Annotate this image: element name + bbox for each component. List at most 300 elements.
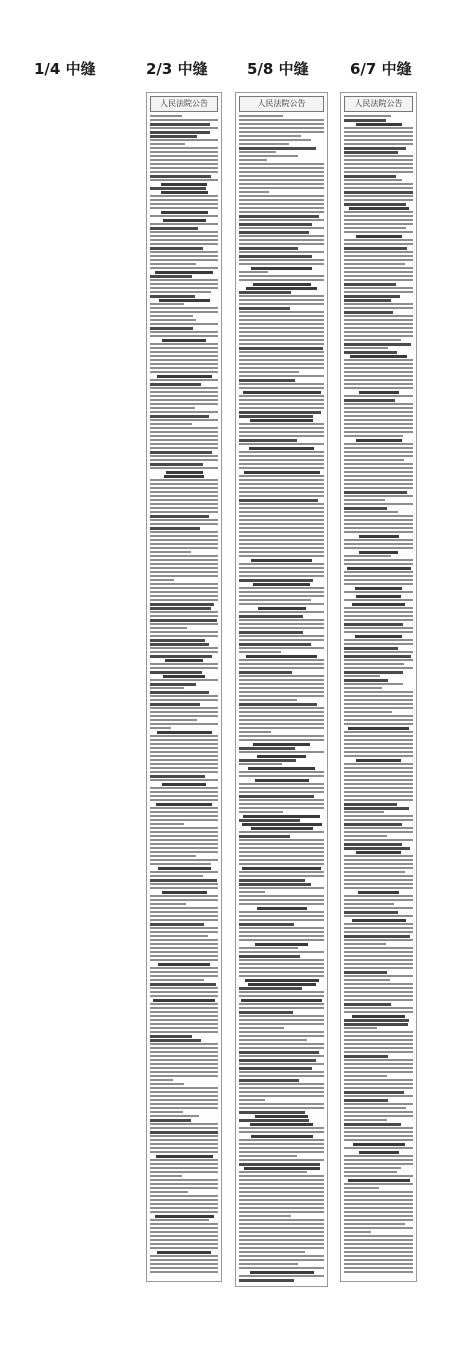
text-line — [344, 883, 413, 885]
text-line — [239, 1027, 284, 1029]
text-line — [239, 535, 324, 537]
text-line — [243, 815, 320, 818]
text-line — [344, 1103, 413, 1105]
text-line — [150, 543, 218, 545]
text-line — [239, 887, 324, 889]
text-line — [344, 563, 413, 565]
text-line — [150, 707, 218, 709]
text-line — [150, 1171, 218, 1173]
text-line — [239, 503, 324, 505]
text-line — [344, 835, 387, 837]
text-line — [344, 471, 413, 473]
text-line — [239, 1107, 324, 1109]
text-line — [352, 919, 406, 922]
text-line — [150, 515, 209, 518]
text-line — [150, 687, 184, 689]
text-line — [150, 991, 218, 993]
text-line — [344, 815, 413, 817]
text-line — [150, 431, 218, 433]
text-line — [150, 203, 218, 205]
text-line — [239, 347, 323, 350]
text-line — [239, 499, 318, 502]
text-line — [344, 1215, 413, 1217]
text-line — [239, 171, 324, 173]
text-line — [239, 279, 324, 281]
text-line — [344, 1199, 413, 1201]
text-line — [150, 195, 218, 197]
text-line — [150, 275, 192, 278]
text-line — [244, 471, 320, 474]
text-line — [344, 947, 413, 949]
text-line — [344, 979, 390, 981]
text-line — [150, 655, 212, 658]
text-line — [239, 611, 324, 613]
text-line — [344, 343, 411, 346]
text-line — [239, 1187, 324, 1189]
text-line — [352, 603, 405, 606]
text-line — [150, 451, 212, 454]
text-line — [344, 1003, 391, 1006]
text-line — [150, 1243, 218, 1245]
text-line — [344, 1167, 401, 1169]
text-line — [239, 551, 324, 553]
text-line — [344, 379, 413, 381]
text-line — [344, 1035, 413, 1037]
text-line — [344, 531, 413, 533]
text-line — [150, 295, 195, 298]
text-line — [239, 1203, 324, 1205]
text-line — [150, 1031, 218, 1033]
text-line — [344, 211, 413, 213]
text-line — [150, 651, 218, 653]
text-line — [150, 791, 218, 793]
text-line — [150, 631, 218, 633]
text-line — [344, 823, 402, 826]
text-line — [150, 131, 210, 134]
text-line — [239, 675, 324, 677]
text-line — [344, 159, 413, 161]
text-line — [150, 739, 218, 741]
text-line — [344, 847, 410, 850]
text-line — [150, 959, 218, 961]
text-line — [344, 807, 409, 810]
column-label-1-4: 1/4 中缝 — [34, 60, 96, 78]
text-line — [344, 559, 413, 561]
text-line — [239, 327, 324, 329]
text-line — [344, 435, 403, 437]
text-line — [150, 995, 218, 997]
text-line — [150, 975, 218, 977]
text-line — [258, 607, 306, 610]
text-line — [150, 1223, 218, 1225]
text-line — [359, 391, 399, 394]
text-line — [239, 1231, 324, 1233]
text-line — [344, 1031, 413, 1033]
text-line — [245, 979, 319, 982]
text-line — [239, 1007, 324, 1009]
text-line — [239, 1011, 293, 1014]
text-line — [150, 143, 185, 145]
text-line — [150, 1023, 218, 1025]
text-line — [257, 907, 307, 910]
text-line — [239, 443, 324, 445]
text-line — [239, 631, 303, 634]
text-line — [239, 311, 324, 313]
text-line — [150, 775, 205, 778]
text-line — [344, 299, 391, 302]
text-line — [239, 203, 324, 205]
text-line — [150, 1119, 191, 1122]
text-line — [239, 139, 311, 141]
text-line — [150, 563, 218, 565]
text-line — [155, 271, 213, 274]
text-line — [239, 431, 324, 433]
text-line — [150, 727, 171, 729]
text-line — [255, 1115, 308, 1118]
text-line — [344, 143, 413, 145]
text-line — [239, 539, 324, 541]
text-line — [239, 383, 324, 385]
text-line — [239, 1143, 324, 1145]
text-line — [239, 795, 314, 798]
text-line — [344, 463, 413, 465]
text-line — [150, 579, 174, 581]
text-line — [239, 683, 324, 685]
text-line — [344, 791, 413, 793]
text-line — [150, 723, 218, 725]
text-line — [239, 919, 324, 921]
text-line — [239, 783, 324, 785]
text-line — [150, 939, 218, 941]
text-line — [150, 123, 210, 126]
text-line — [150, 1003, 218, 1005]
text-line — [239, 1055, 324, 1057]
text-line — [239, 523, 324, 525]
text-line — [150, 371, 218, 373]
text-line — [150, 1163, 218, 1165]
text-line — [239, 1251, 305, 1253]
text-line — [239, 1059, 316, 1062]
text-line — [150, 623, 218, 625]
text-line — [239, 995, 324, 997]
text-line — [239, 1071, 324, 1073]
text-line — [344, 575, 413, 577]
text-line — [150, 1047, 218, 1049]
text-line — [344, 955, 413, 957]
text-line — [344, 1195, 413, 1197]
text-line — [159, 299, 210, 302]
text-line — [239, 1175, 324, 1177]
text-line — [150, 463, 203, 466]
text-line — [355, 635, 402, 638]
text-line — [239, 379, 295, 382]
text-line — [344, 547, 413, 549]
text-line — [150, 171, 218, 173]
text-line — [239, 1207, 324, 1209]
text-line — [344, 303, 413, 305]
text-line — [150, 279, 218, 281]
text-line — [150, 599, 218, 601]
text-line — [344, 231, 413, 233]
text-line — [162, 891, 207, 894]
text-line — [239, 515, 324, 517]
text-line — [356, 235, 402, 238]
text-line — [150, 815, 218, 817]
text-line — [150, 487, 218, 489]
text-line — [344, 1235, 413, 1237]
text-line — [150, 771, 218, 773]
text-line — [150, 843, 218, 845]
text-line — [239, 975, 324, 977]
text-line — [150, 715, 218, 717]
text-line — [239, 699, 297, 701]
text-line — [150, 483, 218, 485]
text-line — [239, 1075, 324, 1077]
text-line — [239, 207, 324, 209]
text-line — [239, 1111, 305, 1114]
text-line — [150, 743, 218, 745]
text-line — [344, 215, 413, 217]
text-line — [344, 1163, 413, 1165]
text-line — [150, 567, 218, 569]
text-line — [344, 1099, 388, 1102]
text-line — [150, 719, 197, 721]
text-line — [344, 659, 413, 661]
text-line — [359, 535, 399, 538]
text-line — [344, 675, 380, 677]
text-line — [344, 755, 413, 757]
text-line — [150, 1103, 218, 1105]
text-line — [344, 1083, 413, 1085]
text-line — [150, 695, 218, 697]
text-line — [344, 1207, 413, 1209]
text-line — [239, 1235, 324, 1237]
text-line — [150, 259, 218, 261]
text-line — [348, 1179, 410, 1182]
text-line — [249, 447, 314, 450]
text-line — [251, 827, 313, 830]
text-line — [150, 1027, 218, 1029]
text-line — [344, 119, 386, 122]
text-line — [239, 691, 324, 693]
text-line — [239, 263, 324, 265]
text-line — [344, 287, 413, 289]
text-line — [150, 415, 209, 418]
text-line — [150, 331, 218, 333]
text-line — [239, 775, 324, 777]
text-line — [150, 363, 218, 365]
text-line — [150, 391, 218, 393]
text-line — [239, 735, 324, 737]
text-line — [239, 787, 324, 789]
text-line — [257, 755, 306, 758]
text-line — [344, 515, 413, 517]
notice-strip-text-block — [150, 115, 218, 1278]
text-line — [150, 1099, 218, 1101]
text-line — [344, 351, 397, 354]
text-line — [344, 1255, 413, 1257]
text-line — [344, 615, 413, 617]
text-line — [239, 127, 324, 129]
notice-strip-title: 人民法院公告 — [150, 96, 218, 112]
text-line — [239, 1255, 324, 1257]
text-line — [150, 1059, 218, 1061]
text-line — [344, 1175, 413, 1177]
text-line — [344, 951, 413, 953]
text-line — [150, 187, 206, 190]
text-line — [239, 235, 324, 237]
text-line — [344, 623, 403, 626]
text-line — [239, 807, 324, 809]
text-line — [239, 135, 301, 137]
text-line — [344, 259, 413, 261]
text-line — [150, 551, 191, 553]
text-line — [150, 1263, 218, 1265]
text-line — [344, 487, 413, 489]
text-line — [250, 419, 313, 422]
text-line — [344, 175, 396, 178]
text-line — [344, 683, 403, 685]
text-line — [150, 559, 218, 561]
text-line — [344, 1219, 413, 1221]
text-line — [150, 923, 204, 926]
text-line — [358, 891, 399, 894]
text-line — [239, 211, 324, 213]
text-line — [150, 247, 203, 250]
text-line — [239, 987, 302, 990]
text-line — [150, 255, 218, 257]
text-line — [161, 211, 208, 214]
text-line — [150, 315, 193, 317]
text-line — [344, 327, 413, 329]
text-line — [350, 355, 407, 358]
text-line — [150, 491, 218, 493]
text-line — [150, 735, 218, 737]
text-line — [150, 1091, 218, 1093]
text-line — [344, 987, 413, 989]
text-line — [239, 415, 313, 418]
text-line — [239, 1159, 324, 1161]
text-line — [150, 1043, 218, 1045]
text-line — [239, 563, 324, 565]
text-line — [239, 335, 324, 337]
text-line — [150, 215, 218, 217]
text-line — [344, 1155, 413, 1157]
text-line — [150, 519, 218, 521]
text-line — [150, 855, 196, 857]
text-line — [239, 847, 324, 849]
text-line — [344, 863, 413, 865]
text-line — [356, 595, 401, 598]
text-line — [150, 755, 218, 757]
text-line — [344, 995, 413, 997]
text-line — [161, 183, 207, 186]
text-line — [344, 447, 413, 449]
text-line — [239, 491, 324, 493]
text-line — [150, 591, 218, 593]
text-line — [344, 503, 413, 505]
text-line — [239, 679, 324, 681]
text-line — [344, 1139, 413, 1141]
text-line — [239, 191, 269, 193]
text-line — [243, 391, 321, 394]
text-line — [150, 911, 218, 913]
text-line — [344, 579, 413, 581]
text-line — [150, 807, 218, 809]
text-line — [344, 399, 395, 402]
text-line — [344, 527, 413, 529]
text-line — [150, 443, 218, 445]
text-line — [239, 667, 324, 669]
text-line — [239, 183, 324, 185]
text-line — [344, 983, 413, 985]
text-line — [239, 871, 324, 873]
text-line — [150, 615, 218, 617]
text-line — [242, 867, 321, 870]
text-line — [344, 127, 413, 129]
text-line — [239, 835, 290, 838]
text-line — [239, 527, 324, 529]
text-line — [150, 979, 204, 981]
text-line — [150, 1207, 218, 1209]
text-line — [150, 1071, 218, 1073]
text-line — [150, 151, 218, 153]
text-line — [150, 163, 218, 165]
text-line — [162, 783, 206, 786]
text-line — [150, 795, 218, 797]
text-line — [150, 1179, 218, 1181]
text-line — [239, 875, 324, 877]
text-line — [344, 1183, 413, 1185]
text-line — [239, 687, 324, 689]
text-line — [344, 227, 406, 229]
text-line — [344, 599, 413, 601]
text-line — [239, 1039, 307, 1041]
text-line — [239, 439, 297, 442]
column-label-2-3: 2/3 中缝 — [146, 60, 208, 78]
text-line — [239, 1267, 324, 1269]
text-line — [344, 839, 413, 841]
text-line — [239, 1047, 324, 1049]
text-line — [165, 659, 203, 662]
text-line — [150, 859, 218, 861]
text-line — [344, 371, 413, 373]
text-line — [150, 167, 218, 169]
text-line — [344, 967, 413, 969]
text-line — [239, 427, 324, 429]
text-line — [150, 467, 218, 469]
text-line — [239, 243, 324, 245]
text-line — [344, 347, 388, 349]
text-line — [150, 1139, 218, 1141]
text-line — [344, 395, 413, 397]
text-line — [239, 1183, 324, 1185]
text-line — [239, 179, 324, 181]
text-line — [344, 283, 396, 286]
text-line — [344, 275, 413, 277]
text-line — [150, 1267, 218, 1269]
text-line — [239, 1139, 324, 1141]
text-line — [344, 695, 413, 697]
text-line — [150, 671, 202, 674]
text-line — [239, 1127, 324, 1129]
text-line — [150, 403, 218, 405]
text-line — [344, 443, 413, 445]
text-line — [239, 195, 324, 197]
text-line — [150, 1191, 188, 1193]
text-line — [344, 475, 413, 477]
text-line — [344, 295, 400, 298]
